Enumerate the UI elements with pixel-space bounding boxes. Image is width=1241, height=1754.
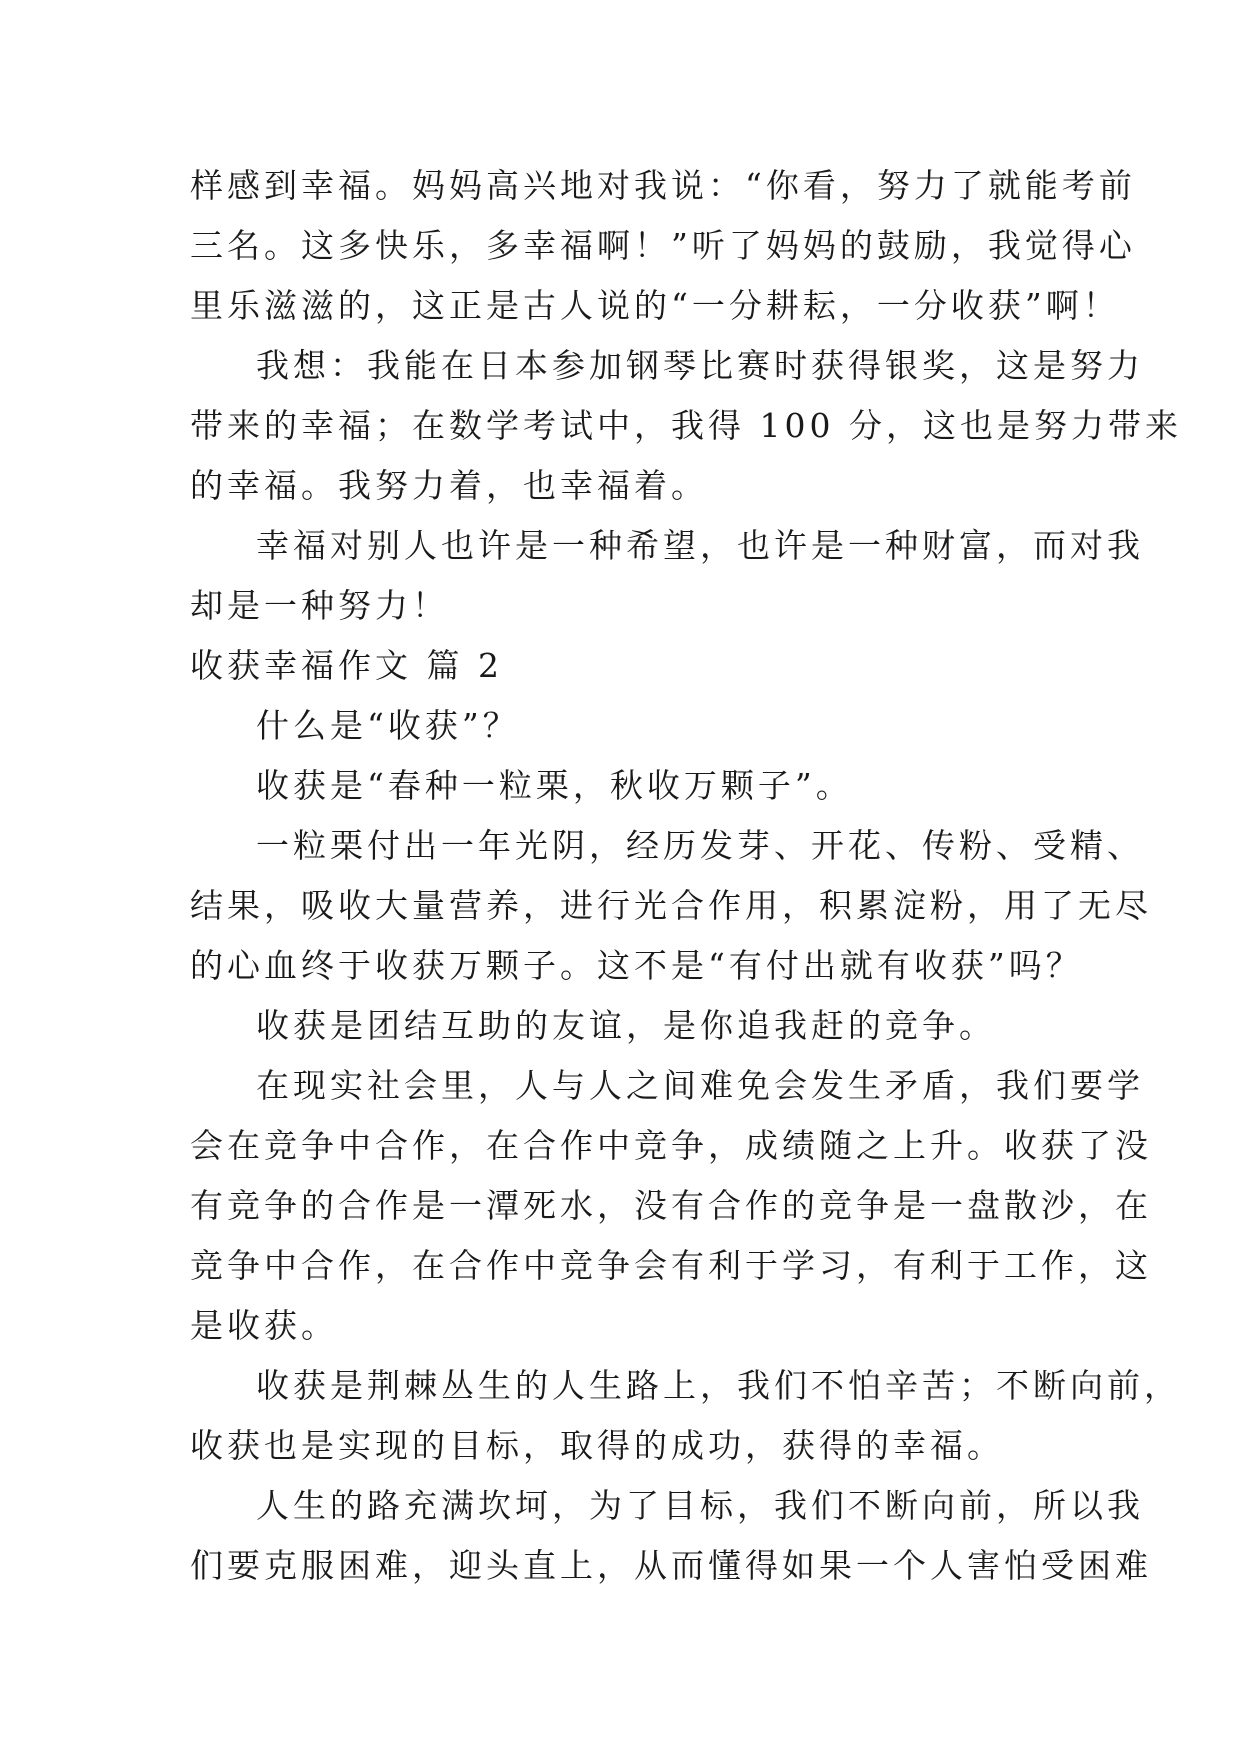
text-line: 结果，吸收大量营养，进行光合作用，积累淀粉，用了无尽 [190,886,1152,925]
text-line: 三名。这多快乐，多幸福啊！”听了妈妈的鼓励，我觉得心 [190,226,1136,265]
text-line: 有竞争的合作是一潭死水，没有合作的竞争是一盘散沙，在 [190,1186,1152,1225]
paragraph-start-line: 收获是“春种一粒栗，秋收万颗子”。 [256,766,853,805]
text-line: 的心血终于收获万颗子。这不是“有付出就有收获”吗？ [190,946,1083,985]
paragraph-start-line: 我想：我能在日本参加钢琴比赛时获得银奖，这是努力 [256,346,1144,385]
paragraph-start-line: 收获是荆棘丛生的人生路上，我们不怕辛苦；不断向前， [256,1366,1181,1405]
text-line: 却是一种努力！ [190,586,449,625]
text-line: 带来的幸福；在数学考试中，我得 100 分，这也是努力带来 [190,406,1182,445]
text-line: 的幸福。我努力着，也幸福着。 [190,466,708,505]
paragraph-start-line: 一粒栗付出一年光阴，经历发芽、开花、传粉、受精、 [256,826,1144,865]
text-line: 会在竞争中合作，在合作中竞争，成绩随之上升。收获了没 [190,1126,1152,1165]
paragraph-start-line: 什么是“收获”？ [256,706,520,745]
text-line: 收获也是实现的目标，取得的成功，获得的幸福。 [190,1426,1004,1465]
section-heading: 收获幸福作文 篇 2 [190,646,503,685]
text-line: 们要克服困难，迎头直上，从而懂得如果一个人害怕受困难 [190,1546,1152,1585]
paragraph-start-line: 幸福对别人也许是一种希望，也许是一种财富，而对我 [256,526,1144,565]
text-line: 竞争中合作，在合作中竞争会有利于学习，有利于工作，这 [190,1246,1152,1285]
text-line: 是收获。 [190,1306,338,1345]
paragraph-start-line: 在现实社会里，人与人之间难免会发生矛盾，我们要学 [256,1066,1144,1105]
essay-body [190,156,1182,1596]
text-line: 样感到幸福。妈妈高兴地对我说：“你看，努力了就能考前 [190,166,1136,205]
paragraph-start-line: 收获是团结互助的友谊，是你追我赶的竞争。 [256,1006,996,1045]
paragraph-start-line: 人生的路充满坎坷，为了目标，我们不断向前，所以我 [256,1486,1144,1525]
text-line: 里乐滋滋的，这正是古人说的“一分耕耘，一分收获”啊！ [190,286,1120,325]
